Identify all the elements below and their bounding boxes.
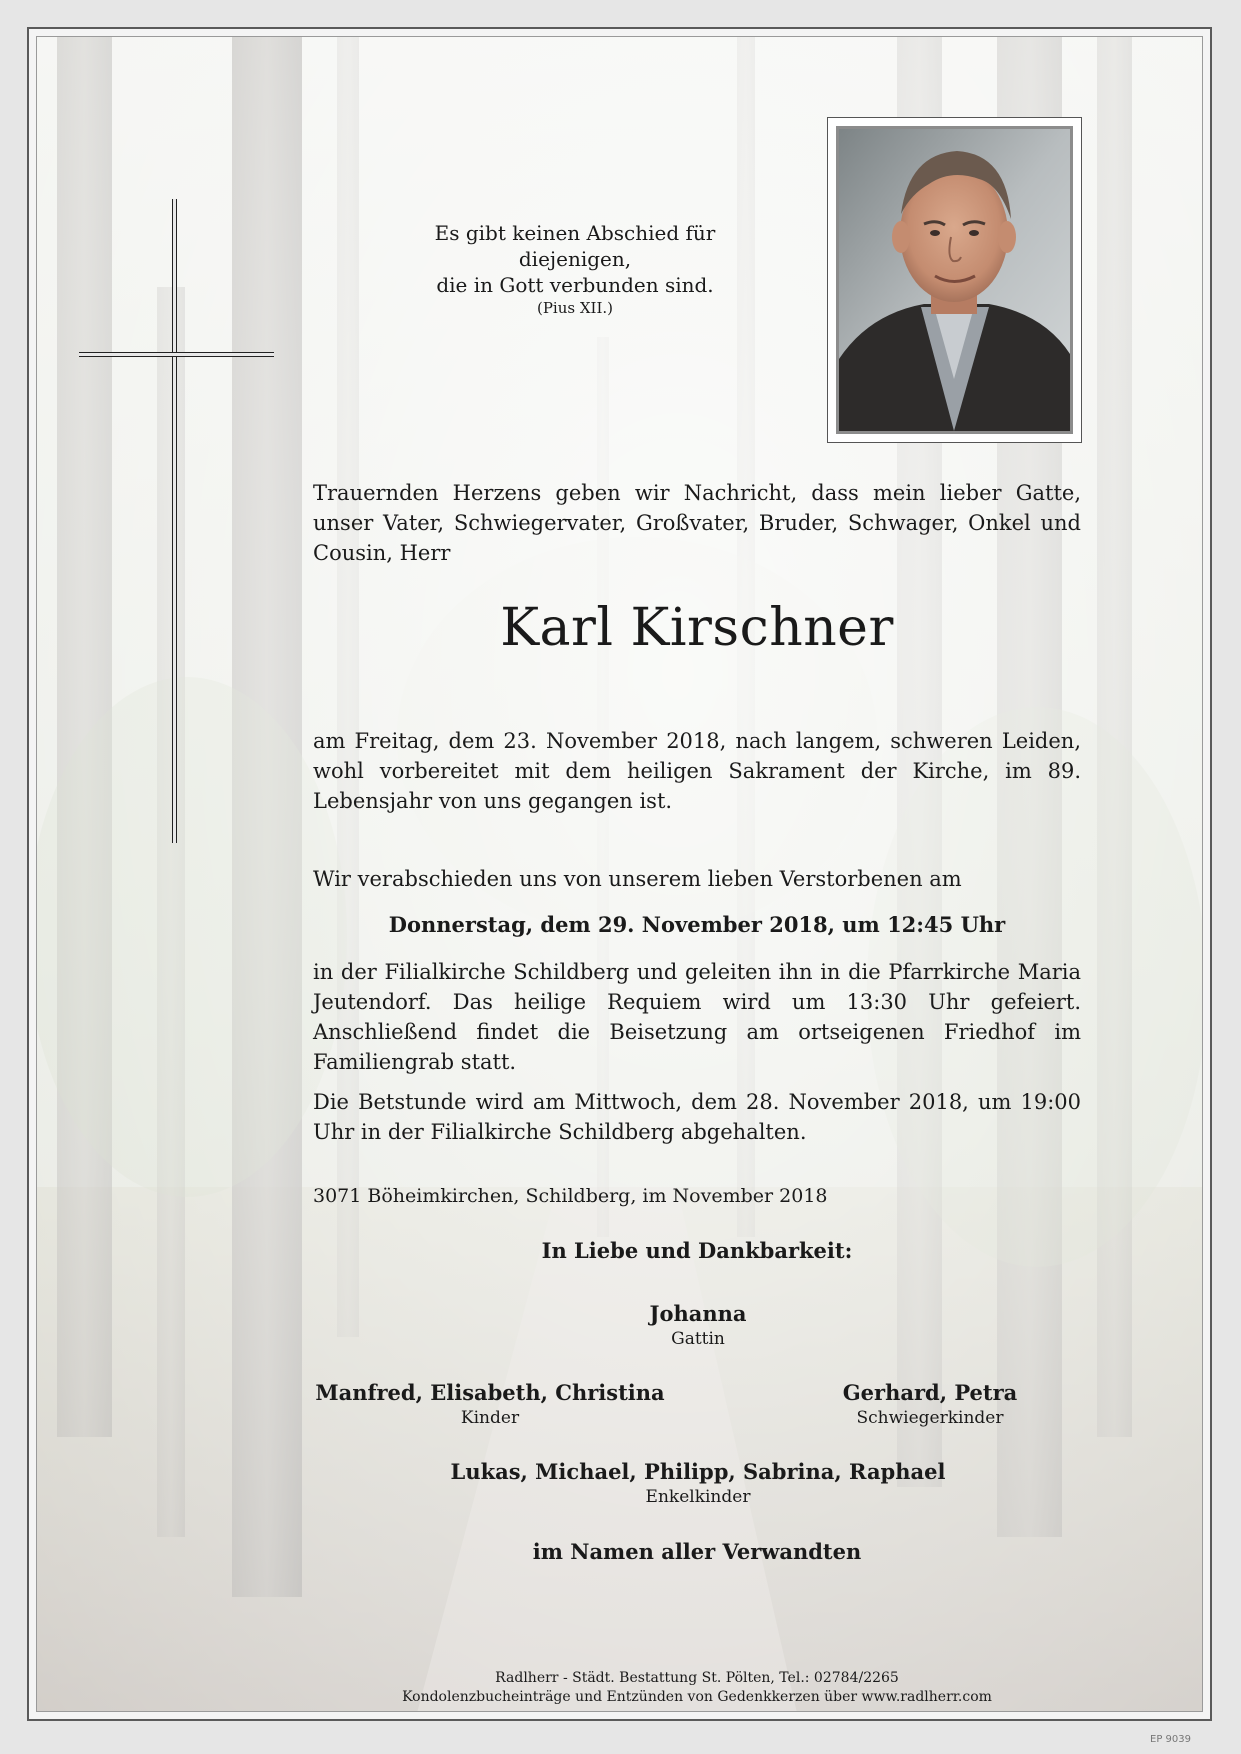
cross-icon	[172, 199, 177, 843]
quote-line: Es gibt keinen Abschied für	[434, 221, 716, 245]
intro-text: Trauernden Herzens geben wir Nachricht, dass mein lieber Gatte, unser Vater, Schwiegervater, Großvater, Bruder, Schwager, Onkel und Cousin, Herr	[313, 481, 1081, 565]
mourner-names: Gerhard, Petra	[842, 1380, 1018, 1405]
ceremony-text: in der Filialkirche Schildberg und geleiten ihn in die Pfarrkirche Maria Jeutendorf. Das heilige Requiem wird um 13:30 Uhr gefeiert. Anschließend findet die Beisetzung am ortseigenen Friedhof im Familiengrab statt.	[313, 960, 1081, 1074]
mourner-in-laws	[780, 1379, 1080, 1429]
mourner-names: Johanna	[649, 1301, 747, 1326]
mourner-relation: Gattin	[671, 1329, 725, 1349]
relatives-line: im Namen aller Verwandten	[532, 1539, 862, 1564]
quote	[400, 220, 750, 318]
portrait-frame	[827, 117, 1082, 443]
document-code: EP 9039	[1150, 1734, 1191, 1745]
mourner-spouse	[498, 1300, 898, 1350]
place-date: 3071 Böheimkirchen, Schildberg, im November 2018	[313, 1185, 828, 1207]
mourner-relation: Schwiegerkinder	[856, 1408, 1004, 1428]
footer-line: Kondolenzbucheinträge und Entzünden von Gedenkkerzen über www.radlherr.com	[402, 1689, 992, 1705]
farewell-date: Donnerstag, dem 29. November 2018, um 12:45 Uhr	[388, 912, 1006, 937]
prayer-hour-text: Die Betstunde wird am Mittwoch, dem 28. November 2018, um 19:00 Uhr in der Filialkirche Schildberg abgehalten.	[313, 1090, 1081, 1144]
cross-icon-bar	[79, 352, 274, 357]
quote-author: (Pius XII.)	[536, 299, 614, 317]
death-notice: am Freitag, dem 23. November 2018, nach langem, schweren Leiden, wohl vorbereitet mit dem heiligen Sakrament der Kirche, im 89. Lebensjahr von uns gegangen ist.	[313, 729, 1081, 813]
footer	[313, 1669, 1081, 1707]
closing-line: In Liebe und Dankbarkeit:	[541, 1238, 853, 1263]
mourner-names: Lukas, Michael, Philipp, Sabrina, Raphael	[450, 1459, 946, 1484]
farewell-intro: Wir verabschieden uns von unserem lieben Verstorbenen am	[313, 867, 962, 891]
mourner-names: Manfred, Elisabeth, Christina	[315, 1380, 665, 1405]
quote-line: die in Gott verbunden sind.	[436, 273, 714, 297]
mourner-grandchildren	[413, 1458, 983, 1508]
portrait-photo	[836, 126, 1073, 434]
mourner-relation: Kinder	[460, 1408, 520, 1428]
footer-line: Radlherr - Städt. Bestattung St. Pölten, Tel.: 02784/2265	[495, 1670, 899, 1686]
quote-line: diejenigen,	[518, 247, 632, 271]
mourner-children	[290, 1379, 690, 1429]
mourner-relation: Enkelkinder	[645, 1487, 751, 1507]
deceased-name: Karl Kirschner	[500, 598, 894, 658]
